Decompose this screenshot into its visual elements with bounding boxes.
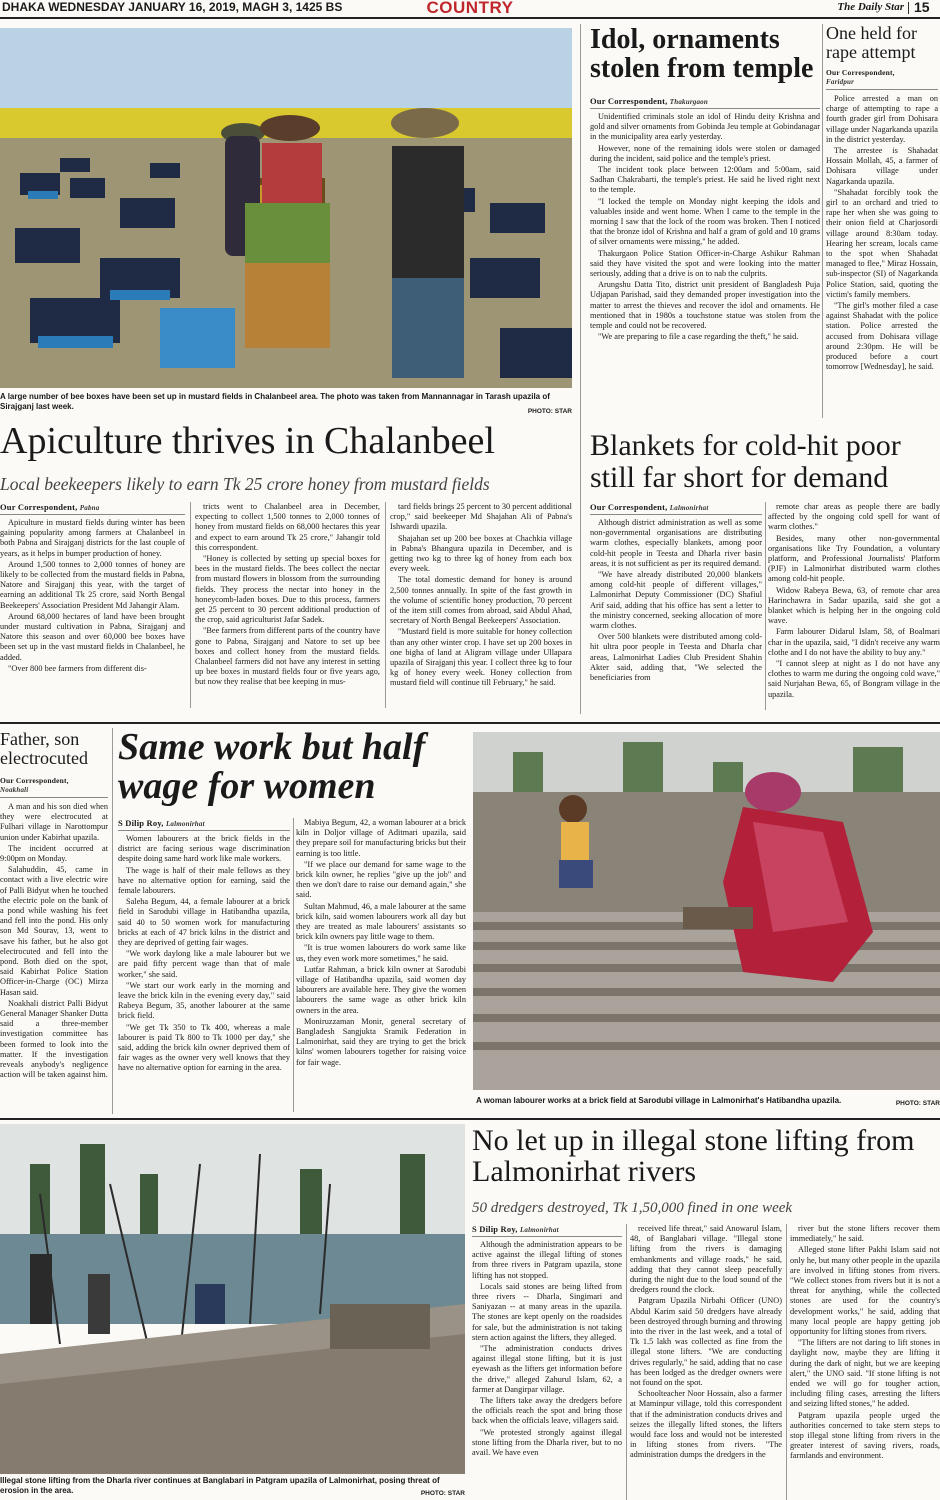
paragraph: The lifters take away the dredgers before the officials reach the spot and bring those back when the officials leave, villagers said. — [472, 1396, 622, 1426]
wage-headline: Same work but half wage for women — [118, 728, 426, 807]
paragraph: Patgram upazila people urged the authorities concerned to take stern steps to stop illegal stone lifting from rivers in the greater interest of saving rivers, roads, farmlands and environment. — [790, 1410, 940, 1461]
wage-column-1 — [118, 834, 290, 1112]
brick-field-photo — [473, 732, 940, 1090]
father-byline — [0, 776, 110, 796]
byline-rule — [590, 108, 820, 109]
byline-rule — [0, 514, 185, 515]
paragraph: tard fields brings 25 percent to 30 percent additional crop," said beekeeper Md Shajahan Ali of Pabna's Ishwardi upazila. — [390, 502, 572, 532]
paragraph: Saleha Begum, 44, a female labourer at a brick field in Sarodubi village in Hatibandha upazila, said 40 to 50 women work for manufacturing bricks at each of 47 brick kilns in the district and they are deprived of getting fair wages. — [118, 897, 290, 948]
column-divider — [112, 728, 113, 1114]
byline-name: Our Correspondent, — [0, 502, 78, 512]
rape-body — [826, 94, 938, 418]
paragraph: Schoolteacher Noor Hossain, also a farmer at Maminpur village, told this correspondent that if the administration conducts drives and seizes the illegally lifted stones, the lifters would face loss and would not be interested in lifting stones from rivers. "The administration dumps the dredgers in the — [630, 1389, 782, 1460]
paragraph: "Bee farmers from different parts of the country have gone to Pabna, Sirajganj and Natore to set up bee boxes and collect honey from the mustard fields. Chalanbeel farmers did not have any interest in setting up bee boxes in mustard fields four or five years ago, but now they realise that bee keeping in mus- — [195, 626, 380, 687]
paragraph: "If we place our demand for same wage to the brick kiln owner, he replies "give up the job" and then we don't dare to raise our demand again," she said. — [296, 859, 466, 900]
folio-divider — [908, 2, 909, 14]
section-rule — [0, 1118, 940, 1120]
paragraph: Besides, many other non-governmental organisations like Try Foundation, a voluntary platform, and Professional Journalists' Platform (PJF) in Lalmonirhat distributed warm clothes among cold-hit people. — [768, 533, 940, 584]
paragraph: "We have already distributed 20,000 blankets among cold-hit people of different villages," Lalmonirhat Deputy Commissioner (DC) Shafiul Arif said, adding that his office has sent a letter to the ministry concerned, seeking allocation of more warm clothes. — [590, 570, 762, 631]
paragraph: The total domestic demand for honey is around 2,500 tonnes annually. In spite of the fast growth in the volume of scientific honey production, 70 percent of the item still comes from abroad, said Abdul Ahad, secretary of North Bengal Beekeepers' Association. — [390, 575, 572, 626]
paragraph: "It is true women labourers do work same like us, they even work more sometimes," he said. — [296, 943, 466, 963]
paragraph: Although district administration as well as some non-governmental organisations are distributing warm clothes, especially blankets, among poor cold-hit people in Teesta and Dharla river basin areas, it is not sufficient as per its required demand. — [590, 518, 762, 568]
paragraph: The wage is half of their male fellows as they have no alternative option for earning, said the female labourers. — [118, 865, 290, 896]
paragraph: The arrestee is Shahadat Hossain Mollah, 45, a farmer of Dohisara village under Nagarkanda upazila. — [826, 146, 938, 186]
paragraph: Alleged stone lifter Pakhi Islam said not only he, but many other people in the upazila are involved in lifting stones from rivers. "We collect stones from rivers but it is not a threat for anything, while the collected stones are used for the country's development works," he said, adding that many local people are happy getting job opportunity for lifting stones from rivers. — [790, 1245, 940, 1337]
byline-place: Lalmonirhat — [669, 504, 709, 512]
paragraph: Shajahan set up 200 bee boxes at Chachkia village in Pabna's Bhangura upazila in December, and is getting two kg to three kg of honey from each box every week. — [390, 533, 572, 574]
rape-headline: One held for rape attempt — [826, 24, 917, 62]
father-headline: Father, son electrocuted — [0, 730, 88, 768]
byline-rule — [472, 1236, 622, 1237]
paragraph: "I locked the temple on Monday night keeping the idols and valuables inside and went home. When I came to the temple in the morning I saw that the lock of the room was broken. Then I noticed that the bronze idol of Krishna and half a gram of gold and 10 grams of silver ornaments were missing," he added. — [590, 196, 820, 247]
blankets-byline — [590, 502, 762, 514]
column-divider — [190, 502, 191, 708]
byline-place: Noakhali — [0, 786, 29, 794]
blankets-headline: Blankets for cold-hit poor still far short for demand — [590, 430, 901, 494]
paragraph: "We work daylong like a male labourer but we are paid fifty percent wage than that of male worker," she said. — [118, 949, 290, 979]
paragraph: Around 68,000 hectares of land have been brought under mustard cultivation in Pabna, Sirajganj and Natore this season and over 60,000 bee boxes have been set up in the vast mustard fields in Chalanbeel, he added. — [0, 611, 185, 662]
paragraph: The incident took place between 12:00am and 5:00am, said Sadhan Chakrabarti, the temple's priest. He said he lived right next to the temple. — [590, 165, 820, 195]
paragraph: Patgram Upazila Nirbahi Officer (UNO) Abdul Karim said 50 dredgers have already been destroyed through burning and throwing into the river in the last week, and a total of Tk 1.5 lakh was collected as fine from the illegal stone lifters. "We are conducting drives regularly," he said, adding that no case has been lodged as the dredger owners were not found on the spot. — [630, 1296, 782, 1388]
column-divider — [786, 1224, 787, 1500]
page-number: 15 — [914, 0, 930, 15]
paragraph: Sultan Mahmud, 46, a male labourer at the same brick kiln, said women labourers work all day but they are treated as male labourers' assistants so brick kiln owners pay little wage to them. — [296, 901, 466, 942]
byline-rule — [0, 797, 108, 798]
blankets-column-1 — [590, 518, 762, 710]
byline-name: S Dilip Roy, — [118, 818, 164, 828]
paragraph: "Mustard field is more suitable for honey collection than any other winter crop. I have set up 200 boxes in one bigha of land at Aligram village under Ullapara upazila of Sirajganj this year. I collect three kg to four kg of honey every week. Honey collection from mustard field will continue till February," he said. — [390, 627, 572, 688]
paragraph: Thakurgaon Police Station Officer-in-Charge Ashikur Rahman said they have visited the spot and were looking into the matter seriously, adding that a drive is on to nab the culprits. — [590, 248, 820, 279]
paragraph: "I cannot sleep at night as I do not have any clothes to warm me during the ongoing cold wave," said Nurjahan Bewa, 65, of Bongram village in the upazila. — [768, 659, 940, 699]
paragraph: Police arrested a man on charge of attempting to rape a fourth grader girl from Dohisara village under Nagarkanda upazila in the district yesterday. — [826, 94, 938, 144]
brick-photo-credit: PHOTO: STAR — [895, 1100, 940, 1107]
paper-name: The Daily Star — [837, 1, 904, 13]
stone-column-2 — [630, 1224, 782, 1500]
paragraph: Locals said stones are being lifted from three rivers -- Dharla, Singimari and Saniyazan -- at many areas in the upazila. The stones are kept openly on the roadsides for sale, but the administration is not taking stern action against the lifters, they alleged. — [472, 1281, 622, 1342]
apiculture-headline: Apiculture thrives in Chalanbeel — [0, 422, 495, 462]
column-divider — [293, 818, 294, 1112]
apiculture-column-1 — [0, 518, 185, 708]
paragraph: "We get Tk 350 to Tk 400, whereas a male labourer is paid Tk 800 to Tk 1000 per day," she said, adding the brick kiln owner deprived them of fair wages as the owner very well knows that they have no alternative option for earning in the area. — [118, 1022, 290, 1073]
byline-name: S Dilip Roy, — [472, 1224, 518, 1234]
beekeepers-photo — [0, 28, 572, 388]
stone-column-3 — [790, 1224, 940, 1500]
stone-photo-credit: PHOTO: STAR — [420, 1490, 465, 1497]
paragraph: "We are preparing to file a case regarding the theft," he said. — [598, 332, 799, 342]
byline-name: Our Correspondent, — [826, 68, 895, 77]
paragraph: Unidentified criminals stole an idol of Hindu deity Krishna and gold and silver ornaments from Gobinda Jeu temple at Gobindanagar in the municipality area early yesterday. — [590, 112, 820, 142]
paragraph: Around 1,500 tonnes to 2,000 tonnes of honey are likely to be collected from the mustard fields in Pabna, Natore and Sirajganj this year, with the target of earning an additional Tk 25 crore, said North Bengal Beekeepers' Association President Md Jahangir Alam. — [0, 559, 185, 610]
byline-rule — [590, 514, 762, 515]
paragraph: Women labourers at the brick fields in the district are facing serious wage discrimination despite doing same hard work like male workers. — [118, 834, 290, 864]
beekeepers-photo-credit: PHOTO: STAR — [527, 408, 572, 415]
byline-rule — [826, 89, 938, 90]
paragraph: Mabiya Begum, 42, a woman labourer at a brick kiln in Doljor village of Aditmari upazila, said they prepare soil for manufacturing bricks but their earning is too little. — [296, 818, 466, 858]
paragraph: Noakhali district Palli Bidyut General Manager Shanker Dutta said a three-member investigation committee has been formed to look into the matter. If the investigation reveals anybody's negligence action will be taken against him. — [0, 998, 108, 1080]
paragraph: "The girl's mother filed a case against Shahadat with the police station. Police arrested the accused from Dohisara village around 2:30pm. He will be produced before a court tomorrow [Wednesday], he said. — [826, 301, 938, 372]
paragraph: received life threat," said Anowarul Islam, 48, of Banglabari village. "Illegal stone lifting from the rivers is damaging embankments and village roads," he said, adding that they cannot sleep peacefully during the night due to the loud sound of the dredgers round the clock. — [630, 1224, 782, 1295]
paragraph: However, none of the remaining idols were stolen or damaged during the incident, said police and the temple's priest. — [590, 143, 820, 163]
byline-name: Our Correspondent, — [590, 502, 668, 512]
paragraph: Widow Rabeya Bewa, 63, of remote char area Harinchawra in Sadar upazila, said she got a blanket which is helping her in the ongoing cold wave. — [768, 585, 940, 626]
masthead-rule — [0, 17, 940, 19]
idol-headline: Idol, ornaments stolen from temple — [590, 26, 814, 84]
apiculture-column-2 — [195, 502, 380, 708]
stone-headline: No let up in illegal stone lifting from Lalmonirhat rivers — [472, 1126, 915, 1188]
stone-lifting-photo — [0, 1124, 465, 1474]
paragraph: "Over 800 bee farmers from different dis- — [8, 663, 147, 673]
stone-kicker: 50 dredgers destroyed, Tk 1,50,000 fined in one week — [472, 1200, 793, 1216]
paragraph: Moniruzzaman Monir, general secretary of Bangladesh Sangjukta Sramik Federation in Lalmonirhat, said they are trying to get the brick kilns' women labourers together for raising voice for fair wage. — [296, 1016, 466, 1067]
paragraph: Apiculture in mustard fields during winter has been gaining popularity among farmers at Chalanbeel in both Pabna and Sirajganj districts for the last couple of years, as it helps in bumper production of honey. — [0, 518, 185, 558]
paragraph: "We start our work early in the morning and leave the brick kiln in the evening every day," said Rabeya Begum, 35, another labourer at the same brick field. — [118, 980, 290, 1021]
wage-column-2 — [296, 818, 466, 1112]
paragraph: "The lifters are not daring to lift stones in daylight now, maybe they are lifting it during the dark of night, but we are keeping alert," the UNO said. "If stone lifting is not ended we will go for tougher action, including filing cases, arresting the lifters and seizing lifted stones," he added. — [790, 1338, 940, 1409]
wage-byline — [118, 818, 290, 830]
paragraph: "We protested strongly against illegal stone lifting from the Dharla river, but to no avail. We have even — [472, 1427, 622, 1458]
apiculture-byline — [0, 502, 180, 514]
paragraph: Although the administration appears to be active against the illegal lifting of stones from three rivers in Patgram upazila, stone lifting has not stopped. — [472, 1240, 622, 1280]
apiculture-column-3 — [390, 502, 572, 708]
section-name: COUNTRY — [426, 0, 514, 17]
paragraph: A man and his son died when they were electrocuted at Fulhari village in Narottompur union under Kabirhat upazila. — [0, 802, 108, 842]
byline-place: Lalmonirhat — [519, 1226, 559, 1234]
stone-byline — [472, 1224, 622, 1236]
byline-rule — [118, 830, 290, 831]
paragraph: Lutfar Rahman, a brick kiln owner at Sarodubi village of Hatibandha upazila, said women day labourers are available here. They give the women labourers the same wage as other brick kiln owners in the area. — [296, 964, 466, 1015]
section-rule — [0, 722, 940, 724]
paragraph: river but the stone lifters recover them immediately," he said. — [790, 1224, 940, 1244]
byline-name: Our Correspondent, — [0, 776, 69, 785]
paragraph: Salahuddin, 45, came in contact with a live electric wire of Palli Bidyut when he touched the electric pole on the bank of a pond while washing his feet and fell into the pond. His only son Md Sourav, 13, went to save his father, but he also got electrocuted and fell into the pond. Both died on the spot, said Kabirhat Police Station Officer-in-Charge (OC) Mirza Hasan said. — [0, 865, 108, 997]
stone-photo-caption: Illegal stone lifting from the Dharla river continues at Banglabari in Patgram upazila of Lalmonirhat, posing threat of erosion in the area. — [0, 1476, 440, 1495]
column-divider — [580, 24, 581, 714]
paragraph: "Shahadat forcibly took the girl to an orchard and tried to rape her when she was going to their onion field at Charjosordi village around 8:30am today. Hearing her scream, locals came to the spot when Shahadat managed to flee," Miraz Hossain, sub-inspector (SI) of Nagarkanda Police Station, said, quoting the victim's family members. — [826, 187, 938, 299]
byline-place: Pabna — [79, 504, 100, 512]
paragraph: Over 500 blankets were distributed among cold-hit ultra poor people in Teesta and Dharla char areas, Lalmonirhat Ladies Club President Shahin Akter said, adding that, "We selected the beneficiaries from — [590, 632, 762, 683]
column-divider — [822, 24, 823, 418]
stone-column-1 — [472, 1240, 622, 1500]
idol-body — [590, 112, 820, 416]
column-divider — [626, 1224, 627, 1500]
apiculture-kicker: Local beekeepers likely to earn Tk 25 crore honey from mustard fields — [0, 474, 490, 494]
father-body — [0, 802, 108, 1112]
paragraph: "Honey is collected by setting up special boxes for bees in the mustard fields. The bees collect the nectar from mustard flowers in blossom from the surrounding fields. They process the nectar into honey in the honeycomb-laden boxes. Due to this process, farmers get 25 percent to 30 percent additional production of the crop, said agriculturist Jafar Sadek. — [195, 554, 380, 625]
byline-place: Faridpur — [826, 78, 855, 86]
dateline: DHAKA WEDNESDAY JANUARY 16, 2019, MAGH 3, 1425 BS — [2, 0, 343, 14]
paragraph: "The administration conducts drives against illegal stone lifting, but it is just eyewash as the lifters get information before the drive," alleged Zahurul Islam, 62, a farmer at Dangirpar village. — [472, 1344, 622, 1394]
column-divider — [385, 502, 386, 708]
byline-place: Thakurgaon — [669, 98, 708, 106]
idol-byline — [590, 96, 822, 108]
blankets-column-2 — [768, 502, 940, 710]
brick-photo-caption: A woman labourer works at a brick field at Sarodubi village in Lalmonirhat's Hatibandha upazila. — [476, 1096, 842, 1105]
byline-name: Our Correspondent, — [590, 96, 668, 106]
beekeepers-photo-caption: A large number of bee boxes have been set up in mustard fields in Chalanbeel area. The photo was taken from Mannannagar in Tarash upazila of Sirajganj last week. — [0, 392, 550, 411]
paragraph: tricts went to Chalanbeel area in December, expecting to collect 1,500 tonnes to 2,000 tonnes of honey from mustard fields on 68,000 hectares this year and expect to earn around Tk 25 crore," Jahangir told this correspondent. — [195, 502, 380, 552]
paragraph: Arungshu Datta Tito, district unit president of Bangladesh Puja Udjapan Parishad, said they demanded proper investigation into the matter to arrest the thieves and recover the idol and ornaments. He mentioned that in 1980s a touchstone statue was stolen from the temple and could not be recovered. — [590, 280, 820, 331]
rape-byline — [826, 68, 940, 88]
paragraph: remote char areas as people there are badly affected by the ongoing cold spell for want of warm clothes." — [768, 502, 940, 532]
column-divider — [765, 502, 766, 710]
byline-place: Lalmonirhat — [165, 820, 205, 828]
paragraph: The incident occurred at 9:00pm on Monday. — [0, 843, 108, 864]
paragraph: Farm labourer Didarul Islam, 58, of Boalmari char in the upazila, said, "I didn't receive any warm clothe and I do not have the ability to buy any." — [768, 627, 940, 657]
